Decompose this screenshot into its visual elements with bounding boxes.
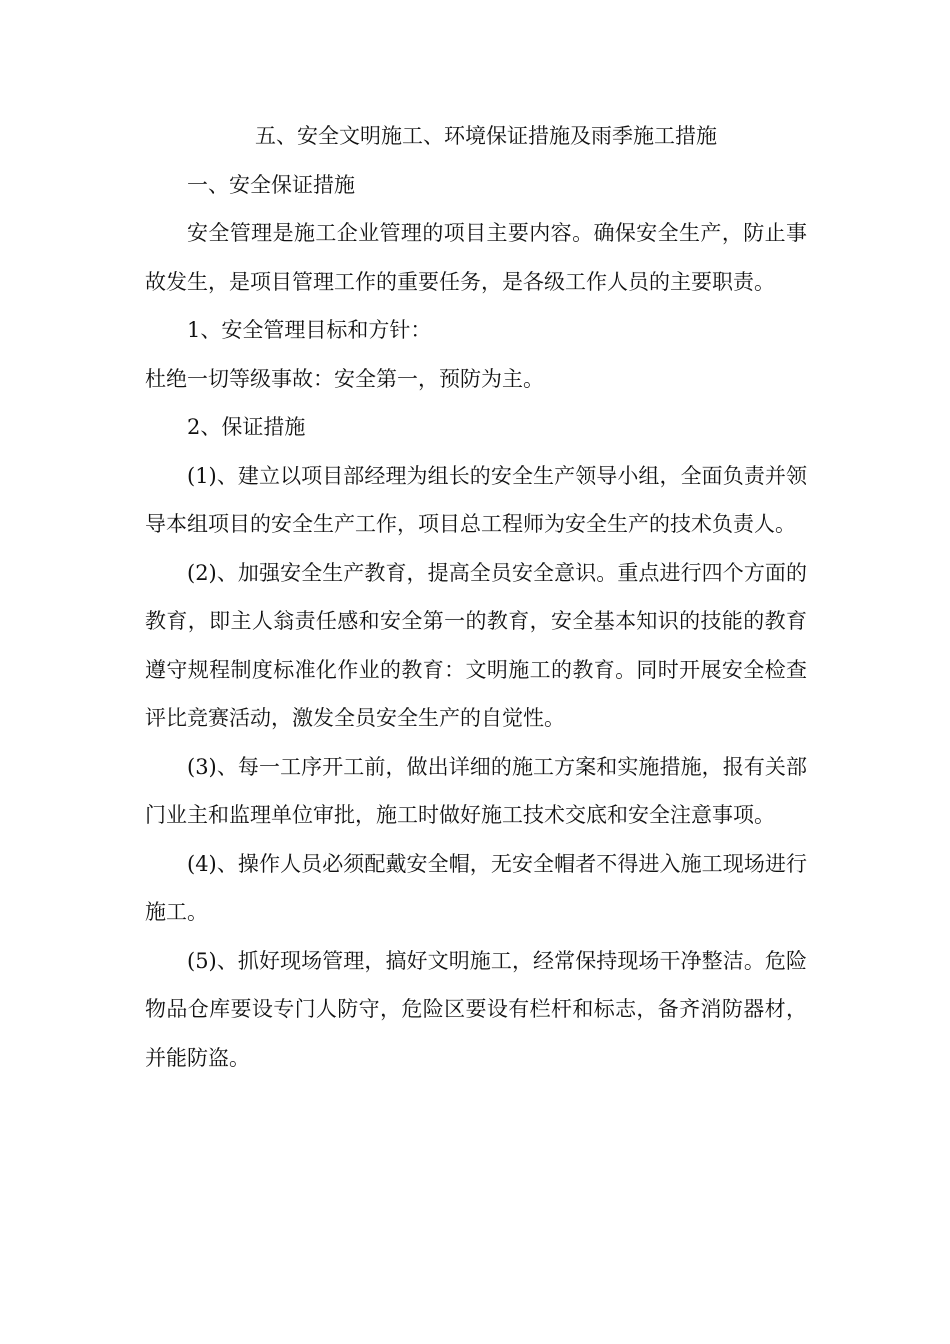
measure-item-2: (2)、加强安全生产教育，提高全员安全意识。重点进行四个方面的教育，即主人翁责任感和安全第一的教育，安全基本知识的技能的教育遵守规程制度标准化作业的教育：文明施工的教育。同时开展安全检查评比竞赛活动，激发全员安全生产的自觉性。 xyxy=(145,560,807,730)
measure-item-5: (5)、抓好现场管理，搞好文明施工，经常保持现场干净整洁。危险物品仓库要设专门人防守，危险区要设有栏杆和标志，备齐消防器材，并能防盗。 xyxy=(145,948,807,1070)
measure-item-3: (3)、每一工序开工前，做出详细的施工方案和实施措施，报有关部门业主和监理单位审批，施工时做好施工技术交底和安全注意事项。 xyxy=(145,754,807,827)
section-heading-safety: 一、安全保证措施 xyxy=(187,172,355,197)
document-page xyxy=(145,112,807,1082)
paragraph-intro: 安全管理是施工企业管理的项目主要内容。确保安全生产，防止事故发生，是项目管理工作的重要任务，是各级工作人员的主要职责。 xyxy=(145,221,807,294)
subheading-goals: 1、安全管理目标和方针： xyxy=(187,318,432,342)
measure-item-1: (1)、建立以项目部经理为组长的安全生产领导小组，全面负责并领导本组项目的安全生产工作，项目总工程师为安全生产的技术负责人。 xyxy=(145,463,807,536)
document-title: 五、安全文明施工、环境保证措施及雨季施工措施 xyxy=(255,124,717,148)
subheading-measures: 2、保证措施 xyxy=(187,415,306,439)
measure-item-4: (4)、操作人员必须配戴安全帽，无安全帽者不得进入施工现场进行施工。 xyxy=(145,851,807,924)
paragraph-goals: 杜绝一切等级事故：安全第一，预防为主。 xyxy=(145,366,544,391)
